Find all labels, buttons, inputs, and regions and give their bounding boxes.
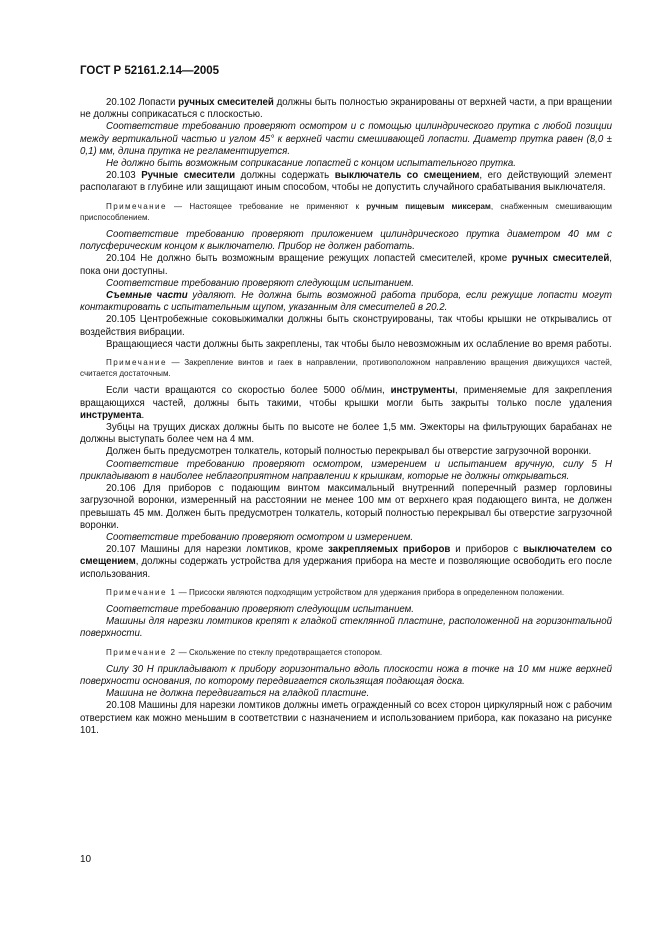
paragraph <box>80 422 612 446</box>
term-bold: ручных смесителей <box>511 253 610 265</box>
paragraph <box>80 97 612 121</box>
text-run: Не должно быть возможным соприкасание лопастей с концом испытательного прутка. <box>106 158 516 170</box>
paragraph <box>80 616 612 640</box>
paragraph <box>80 483 612 532</box>
text-run: Примечание <box>106 201 167 211</box>
term-bold: закрепляемых приборов <box>328 544 451 556</box>
term-bold: выключателем со смещением <box>80 544 612 568</box>
text-run: должны быть полностью экранированы от верхней части, а при вращении не должны соприкасаться с плоскостью. <box>80 97 612 121</box>
paragraph <box>80 544 612 581</box>
paragraph <box>80 339 612 351</box>
text-run: Вращающиеся части должны быть закреплены, так чтобы было невозможным их ослабление во время работы. <box>106 338 612 350</box>
text-run: Примечание 2 <box>106 647 177 657</box>
text-run: Соответствие требованию проверяют следующим испытанием. <box>106 603 414 615</box>
paragraph <box>80 314 612 338</box>
text-run: — Закрепление винтов и гаек в направлении, противоположном направлению вращения движущихся частей, считается достаточным. <box>80 358 612 379</box>
paragraph <box>80 604 612 616</box>
text-run: Машина не должна передвигаться на гладкой пластине. <box>106 688 370 700</box>
note-paragraph <box>80 647 612 658</box>
paragraph <box>80 121 612 158</box>
text-run: 20.108 Машины для нарезки ломтиков должны иметь огражденный со всех сторон циркулярный нож с рабочим отверстием как можно меньшим в соответствии с назначением и использованием прибора, как показано на рисунке 101. <box>80 700 612 736</box>
paragraph <box>80 170 612 194</box>
paragraph <box>80 459 612 483</box>
text-run: и приборов с <box>450 544 523 556</box>
term-bold: ручных смесителей <box>178 97 274 108</box>
paragraph <box>80 688 612 700</box>
text-run: — Скольжение по стеклу предотвращается стопором. <box>176 647 383 657</box>
text-run: 20.105 Центробежные соковыжималки должны быть сконструированы, так чтобы крышки не открывались от воздействия вибрации. <box>80 314 612 338</box>
text-run: Зубцы на трущих дисках должны быть по высоте не более 1,5 мм. Эжекторы на фильтрующих барабанах не должны выступать более чем на 4 мм. <box>80 422 612 446</box>
text-run: Соответствие требованию проверяют приложением цилиндрического прутка диаметром 40 мм с полусферическим концом к выключателю. Прибор не должен работать. <box>80 229 612 253</box>
paragraph <box>80 385 612 422</box>
text-run: Соответствие требованию проверяют осмотром и с помощью цилиндрического прутка с любой позиции между вертикальной частью и углом 45° к верхней части смешивающей лопасти. Диаметр прутка равен (8,0 ± 0,1) мм, длина прутка не регламентируется. <box>80 121 612 157</box>
term-bold: инструмента <box>80 409 142 421</box>
term-bold: ручным пищевым миксерам <box>366 201 491 211</box>
paragraph <box>80 446 612 458</box>
paragraph <box>80 253 612 277</box>
term-bold: выключатель со смещением <box>334 170 480 182</box>
note-paragraph <box>80 357 612 379</box>
text-run: , снабженным смешивающим приспособлением. <box>80 201 612 222</box>
text-run: 20.106 Для приборов с подающим винтом максимальный внутренний поперечный размер горловины загрузочной воронки, измеренный на расстоянии не менее 100 мм от верхнего края подающего винта, не должен превышать 45 мм. Должен быть предусмотрен толкатель, который полностью перекрывал бы отверстие загрузочной воронки. <box>80 483 612 531</box>
text-run: — Присоски являются подходящим устройством для удержания прибора в определенном положении. <box>176 587 565 597</box>
text-run: 20.103 <box>106 170 142 182</box>
text-run: Силу 30 Н прикладывают к прибору горизонтально вдоль плоскости ножа в точке на 10 мм ниже верхней поверхности основания, по которому передвигается скользящая подающая доска. <box>80 663 612 687</box>
page-number: 10 <box>80 854 92 865</box>
text-run: Примечание 1 <box>106 587 177 597</box>
text-run: должны содержать <box>235 170 335 182</box>
text-run: , его действующий элемент располагают в глубине или защищают иным способом, чтобы не допустить случайного срабатывания выключателя. <box>80 170 613 194</box>
paragraph <box>80 158 612 170</box>
paragraph <box>80 278 612 290</box>
text-run: 20.107 Машины для нарезки ломтиков, кроме <box>106 544 329 556</box>
text-run: — Настоящее требование не применяют к <box>166 201 367 211</box>
term-bold: Ручные смесители <box>141 170 236 182</box>
paragraph <box>80 229 612 253</box>
text-run: Если части вращаются со скоростью более 5000 об/мин, <box>106 385 391 397</box>
text-run: , должны содержать устройства для удержания прибора на месте и позволяющие освободить его после использования. <box>80 556 612 580</box>
note-paragraph <box>80 201 612 223</box>
text-run: Соответствие требованию проверяют осмотром и измерением. <box>106 531 414 543</box>
text-run: Соответствие требованию проверяют осмотром, измерением и испытанием вручную, силу 5 Н прикладывают в наиболее неблагоприятном направлении к крышкам, которые не должны открываться. <box>80 458 612 482</box>
text-run: Соответствие требованию проверяют следующим испытанием. <box>106 277 414 289</box>
note-paragraph <box>80 587 612 598</box>
text-run: 20.102 Лопасти <box>106 97 179 108</box>
document-body <box>80 97 612 737</box>
text-run: Машины для нарезки ломтиков крепят к гладкой стеклянной пластине, расположенной на горизонтальной поверхности. <box>80 616 612 640</box>
text-run: Должен быть предусмотрен толкатель, который полностью перекрывал бы отверстие загрузочной воронки. <box>106 446 592 458</box>
paragraph <box>80 700 612 737</box>
text-run: , пока они доступны. <box>80 253 612 277</box>
text-run: удаляют. Не должна быть возможной работа прибора, если режущие лопасти могут контактировать с испытательным щупом, указанным для смесителей в 20.2. <box>80 290 612 314</box>
paragraph <box>80 664 612 688</box>
term-bold: инструменты <box>390 385 456 397</box>
paragraph <box>80 290 612 314</box>
document-header: ГОСТ Р 52161.2.14—2005 <box>80 65 220 77</box>
text-run: 20.104 Не должно быть возможным вращение режущих лопастей смесителей, кроме <box>106 253 512 265</box>
text-run: . <box>141 409 145 421</box>
text-run: , применяемые для закрепления вращающихся частей, должны быть такими, чтобы крышки могли быть закрыты только после удаления <box>80 385 612 409</box>
paragraph <box>80 532 612 544</box>
text-run: Примечание <box>106 358 167 368</box>
term-bold: Съемные части <box>106 290 188 302</box>
